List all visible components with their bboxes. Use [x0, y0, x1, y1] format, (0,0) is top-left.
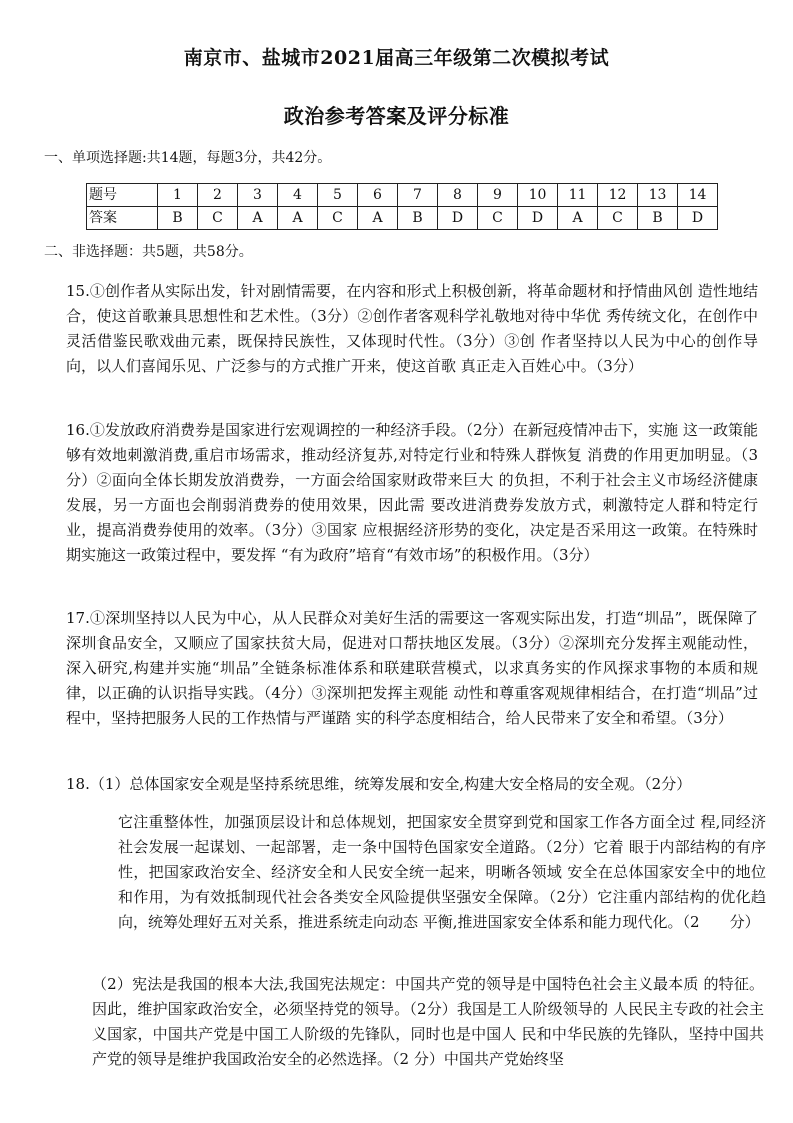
question-number: 6 [358, 184, 398, 207]
question-number: 8 [438, 184, 478, 207]
answer-cell: C [478, 207, 518, 230]
question-number: 14 [678, 184, 718, 207]
answer-q17: 17.①深圳坚持以人民为中心，从人民群众对美好生活的需要这一客观实际出发，打造“圳品”，既保障了深圳食品安全，又顺应了国家扶贫大局，促进对口帮扶地区发展。（3分）②深圳充分发挥主观能动性，深入研究,构建并实施“圳品”全链条标准体系和联建联营模式，以求真务实的作风探求事物的本质和规律，以正确的认识指导实践。（4分）③深圳把发挥主观能 动性和尊重客观规律相结合，在打造“圳品”过程中，坚持把服务人民的工作热情与严谨踏 实的科学态度相结合，给人民带来了安全和希望。（3分） [66, 609, 758, 727]
section2-heading: 二、非选择题：共5题，共58分。 [44, 244, 253, 260]
question-number: 2 [198, 184, 238, 207]
question-number: 5 [318, 184, 358, 207]
answer-cell: D [518, 207, 558, 230]
question-number: 12 [598, 184, 638, 207]
answer-cell: B [158, 207, 198, 230]
section1-heading: 一、单项选择题:共14题，每题3分，共42分。 [44, 150, 332, 166]
answer-q18-part2: （2）宪法是我国的根本大法,我国宪法规定：中国共产党的领导是中国特色社会主义最本质 的特征。因此，维护国家政治安全，必须坚持党的领导。（2分）我国是工人阶级领导的 人民民主专政的社会主义国家，中国共产党是中国工人阶级的先锋队，同时也是中国人 民和中华民族的先锋队，坚持中国共产党的领导是维护我国政治安全的必然选择。（2 分）中国共产党始终坚 [92, 975, 764, 1068]
answer-cell: C [198, 207, 238, 230]
question-number: 3 [238, 184, 278, 207]
answer-q16: 16.①发放政府消费券是国家进行宏观调控的一种经济手段。（2分）在新冠疫情冲击下，实施 这一政策能够有效地刺激消费,重启市场需求，推动经济复苏,对特定行业和特殊人群恢复 消费的作用更加明显。（3分）②面向全体长期发放消费券，一方面会给国家财政带来巨大 的负担，不利于社会主义市场经济健康发展，另一方面也会削弱消费券的使用效果，因此需 要改进消费券发放方式，刺激特定人群和特定行业，提高消费券使用的效率。（3分）③国家 应根据经济形势的变化，决定是否采用这一政策。在特殊时期实施这一政策过程中，要发挥 “有为政府”培育“有效市场”的积极作用。（3分） [66, 421, 758, 564]
document-subtitle: 政治参考答案及评分标准 [283, 104, 510, 128]
exam-title: 南京市、盐城市2021届高三年级第二次模拟考试 [183, 47, 610, 69]
answer-cell: B [638, 207, 678, 230]
question-number: 10 [518, 184, 558, 207]
question-number: 1 [158, 184, 198, 207]
question-number-row [87, 184, 718, 207]
answer-table [86, 183, 718, 230]
answer-cell: C [318, 207, 358, 230]
question-number: 7 [398, 184, 438, 207]
answer-cell: A [278, 207, 318, 230]
answer-q18-part1: 18.（1）总体国家安全观是坚持系统思维，统筹发展和安全,构建大安全格局的安全观。（2分） [66, 775, 692, 793]
question-number: 4 [278, 184, 318, 207]
row-label-number: 题号 [87, 184, 158, 207]
question-number: 13 [638, 184, 678, 207]
answer-cell: C [598, 207, 638, 230]
answer-q15: 15.①创作者从实际出发，针对剧情需要，在内容和形式上积极创新，将革命题材和抒情曲风创 造性地结合，使这首歌兼具思想性和艺术性。（3分）②创作者客观科学礼敬地对待中华优 秀传统文化，在创作中灵活借鉴民歌戏曲元素，既保持民族性，又体现时代性。（3分）③创 作者坚持以人民为中心的创作导向，以人们喜闻乐见、广泛参与的方式推广开来，使这首歌 真正走入百姓心中。（3分） [66, 282, 758, 375]
answer-cell: A [238, 207, 278, 230]
row-label-answer: 答案 [87, 207, 158, 230]
question-number: 11 [558, 184, 598, 207]
answer-cell: A [558, 207, 598, 230]
answer-cell: D [438, 207, 478, 230]
answer-cell: D [678, 207, 718, 230]
answer-cell: A [358, 207, 398, 230]
answer-cell: B [398, 207, 438, 230]
answer-q18-part1-detail: 它注重整体性，加强顶层设计和总体规划，把国家安全贯穿到党和国家工作各方面全过 程,同经济社会发展一起谋划、一起部署，走一条中国特色国家安全道路。（2分）它着 眼于内部结构的有序性，把国家政治安全、经济安全和人民安全统一起来，明晰各领域 安全在总体国家安全中的地位和作用，为有效抵制现代社会各类安全风险提供坚强安全保障。（2分）它注重内部结构的优化趋向，统筹处理好五对关系，推进系统走向动态 平衡,推进国家安全体系和能力现代化。（2 分） [118, 813, 766, 931]
answer-row [87, 207, 718, 230]
question-number: 9 [478, 184, 518, 207]
